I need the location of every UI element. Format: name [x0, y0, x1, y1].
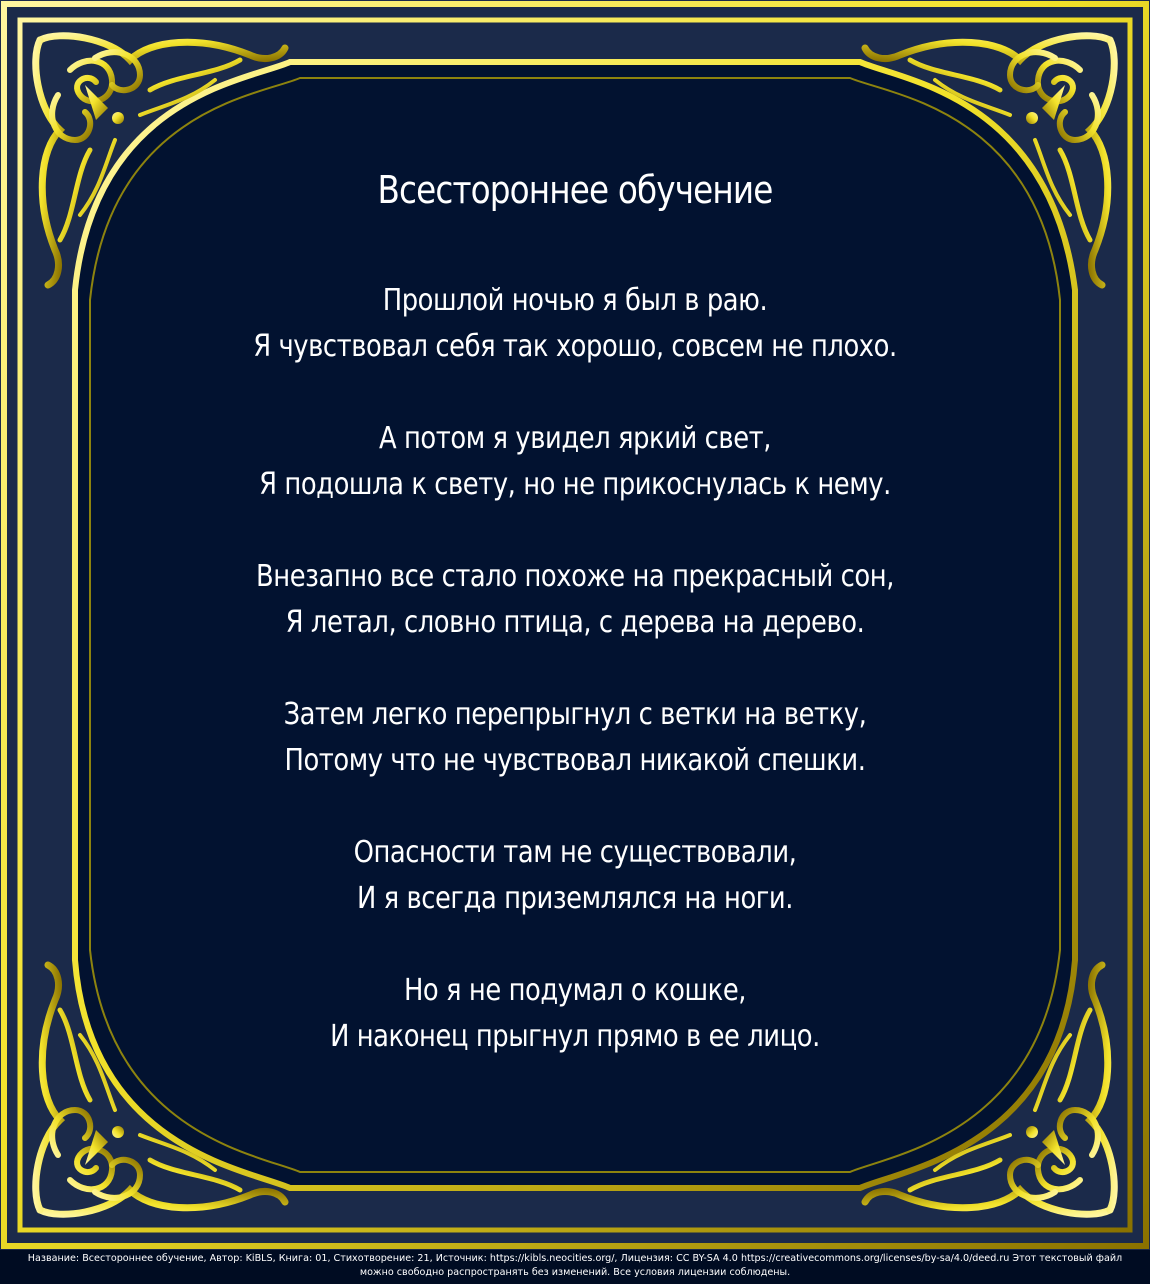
poem-line: Я чувствовал себя так хорошо, совсем не плохо.	[253, 329, 897, 364]
poem-line: И наконец прыгнул прямо в ее лицо.	[330, 1019, 820, 1054]
license-line-1: Название: Всестороннее обучение, Автор: KiBLS, Книга: 01, Стихотворение: 21, Источник: https://kibls.neocities.org/, Лицензия: CC BY-SA 4.0 https://creativecommons.org/licenses/by-sa/4.0/deed.ru Этот текстовый файл	[27, 1253, 1123, 1264]
poem-line: Опасности там не существовали,	[353, 835, 797, 870]
stanza-4	[150, 692, 1000, 784]
poem-title: Всестороннее обучение	[377, 168, 773, 212]
poem-line: Прошлой ночью я был в раю.	[382, 283, 768, 318]
poem-line: Внезапно все стало похоже на прекрасный сон,	[256, 559, 894, 594]
poem-line: Но я не подумал о кошке,	[403, 973, 747, 1008]
poem-line: И я всегда приземлялся на ноги.	[356, 881, 794, 916]
license-footer	[0, 1250, 1150, 1284]
stanza-5	[150, 830, 1000, 922]
poem-line: Затем легко перепрыгнул с ветки на ветку,	[283, 697, 867, 732]
stanza-6	[150, 968, 1000, 1060]
poem-body	[150, 160, 1000, 1060]
stanza-1	[150, 278, 1000, 370]
poem-line: Потому что не чувствовал никакой спешки.	[284, 743, 866, 778]
poem-line: А потом я увидел яркий свет,	[378, 421, 772, 456]
stanza-3	[150, 554, 1000, 646]
poem-line: Я летал, словно птица, с дерева на дерево.	[285, 605, 865, 640]
stanza-2	[150, 416, 1000, 508]
license-line-2: можно свободно распространять без изменений. Все условия лицензии соблюдены.	[359, 1267, 791, 1278]
poem-line: Я подошла к свету, но не прикоснулась к нему.	[259, 467, 891, 502]
